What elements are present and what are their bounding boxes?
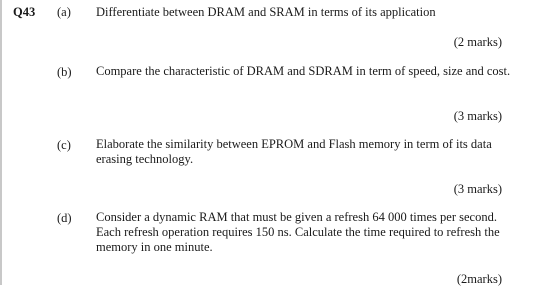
part-a-text: Differentiate between DRAM and SRAM in terms of its application (96, 5, 436, 19)
part-c-label: (c) (57, 138, 71, 152)
page-left-edge (0, 0, 2, 285)
part-d-label: (d) (57, 211, 72, 225)
question-number: Q43 (13, 5, 36, 19)
part-b-marks: (3 marks) (453, 109, 502, 123)
part-b-label: (b) (57, 65, 72, 79)
part-c-marks: (3 marks) (453, 182, 502, 196)
part-a-marks: (2 marks) (453, 35, 502, 49)
part-b-text: Compare the characteristic of DRAM and SDRAM in term of speed, size and cost. (96, 64, 511, 78)
part-d-text: Consider a dynamic RAM that must be given a refresh 64 000 times per second. Each refresh operation requires 150 ns. Calculate the time required to refresh the memory in one minute. (96, 210, 500, 254)
part-c-text: Elaborate the similarity between EPROM and Flash memory in term of its data erasing technology. (96, 137, 492, 166)
part-a-label: (a) (57, 5, 71, 19)
part-d-marks: (2marks) (456, 272, 502, 286)
